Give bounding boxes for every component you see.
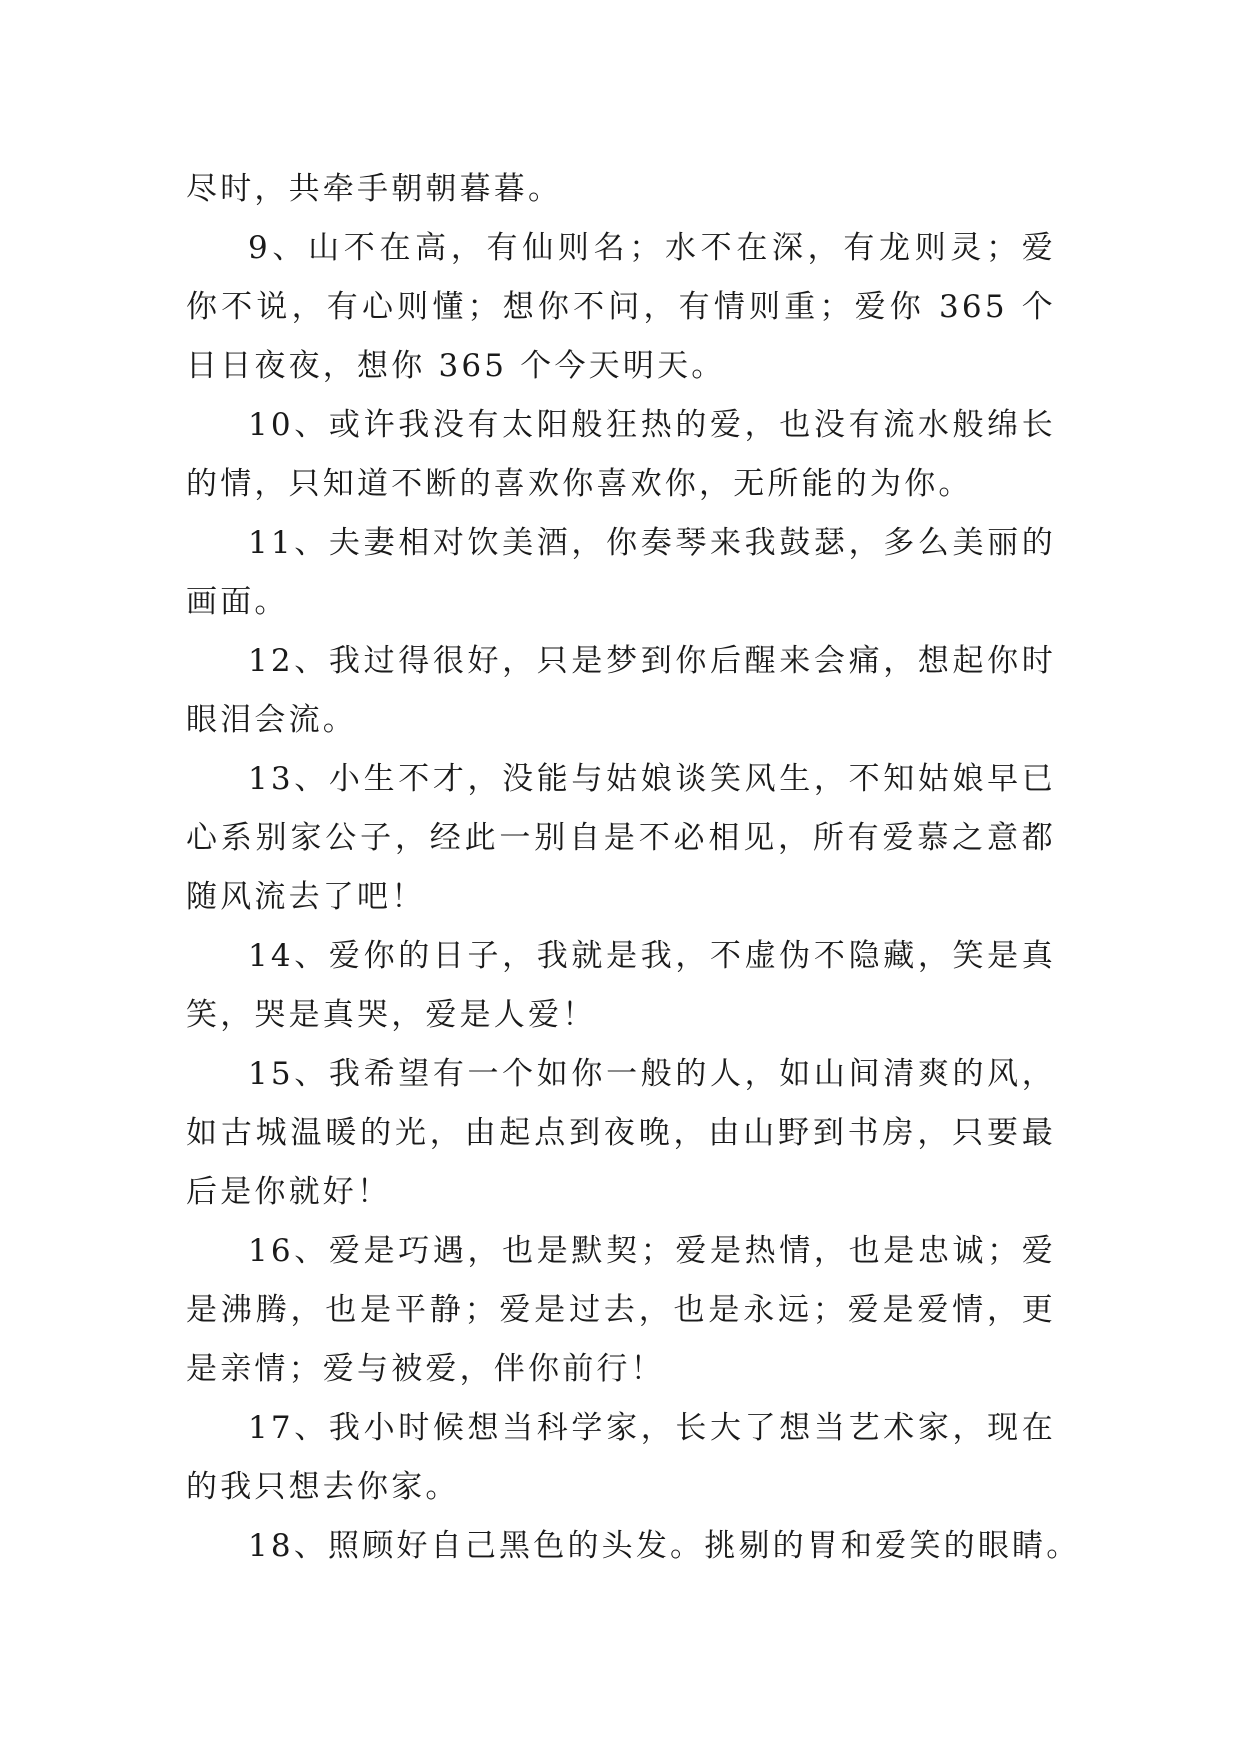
paragraph-18: 18、照顾好自己黑色的头发。挑剔的胃和爱笑的眼睛。	[248, 1528, 1081, 1564]
continuation-paragraph: 尽时，共牵手朝朝暮暮。	[186, 171, 563, 207]
paragraph-10: 10、或许我没有太阳般狂热的爱，也没有流水般绵长的情，只知道不断的喜欢你喜欢你，无所能的为你。	[186, 407, 1056, 502]
paragraph-12: 12、我过得很好，只是梦到你后醒来会痛，想起你时眼泪会流。	[186, 643, 1056, 738]
paragraph-9: 9、山不在高，有仙则名；水不在深，有龙则灵；爱你不说，有心则懂；想你不问，有情则重；爱你 365 个日日夜夜，想你 365 个今天明天。	[186, 230, 1056, 384]
paragraph-14: 14、爱你的日子，我就是我，不虚伪不隐藏，笑是真笑，哭是真哭，爱是人爱！	[186, 938, 1056, 1033]
paragraph-11: 11、夫妻相对饮美酒，你奏琴来我鼓瑟，多么美丽的画面。	[186, 525, 1056, 620]
paragraph-16: 16、爱是巧遇，也是默契；爱是热情，也是忠诚；爱是沸腾，也是平静；爱是过去，也是永远；爱是爱情，更是亲情；爱与被爱，伴你前行！	[186, 1233, 1056, 1387]
paragraph-15: 15、我希望有一个如你一般的人，如山间清爽的风，如古城温暖的光，由起点到夜晚，由山野到书房，只要最后是你就好！	[186, 1056, 1056, 1210]
paragraph-13: 13、小生不才，没能与姑娘谈笑风生，不知姑娘早已心系别家公子，经此一别自是不必相见，所有爱慕之意都随风流去了吧！	[186, 761, 1056, 915]
paragraph-17: 17、我小时候想当科学家，长大了想当艺术家，现在的我只想去你家。	[186, 1410, 1056, 1505]
document-page	[186, 160, 1081, 1576]
